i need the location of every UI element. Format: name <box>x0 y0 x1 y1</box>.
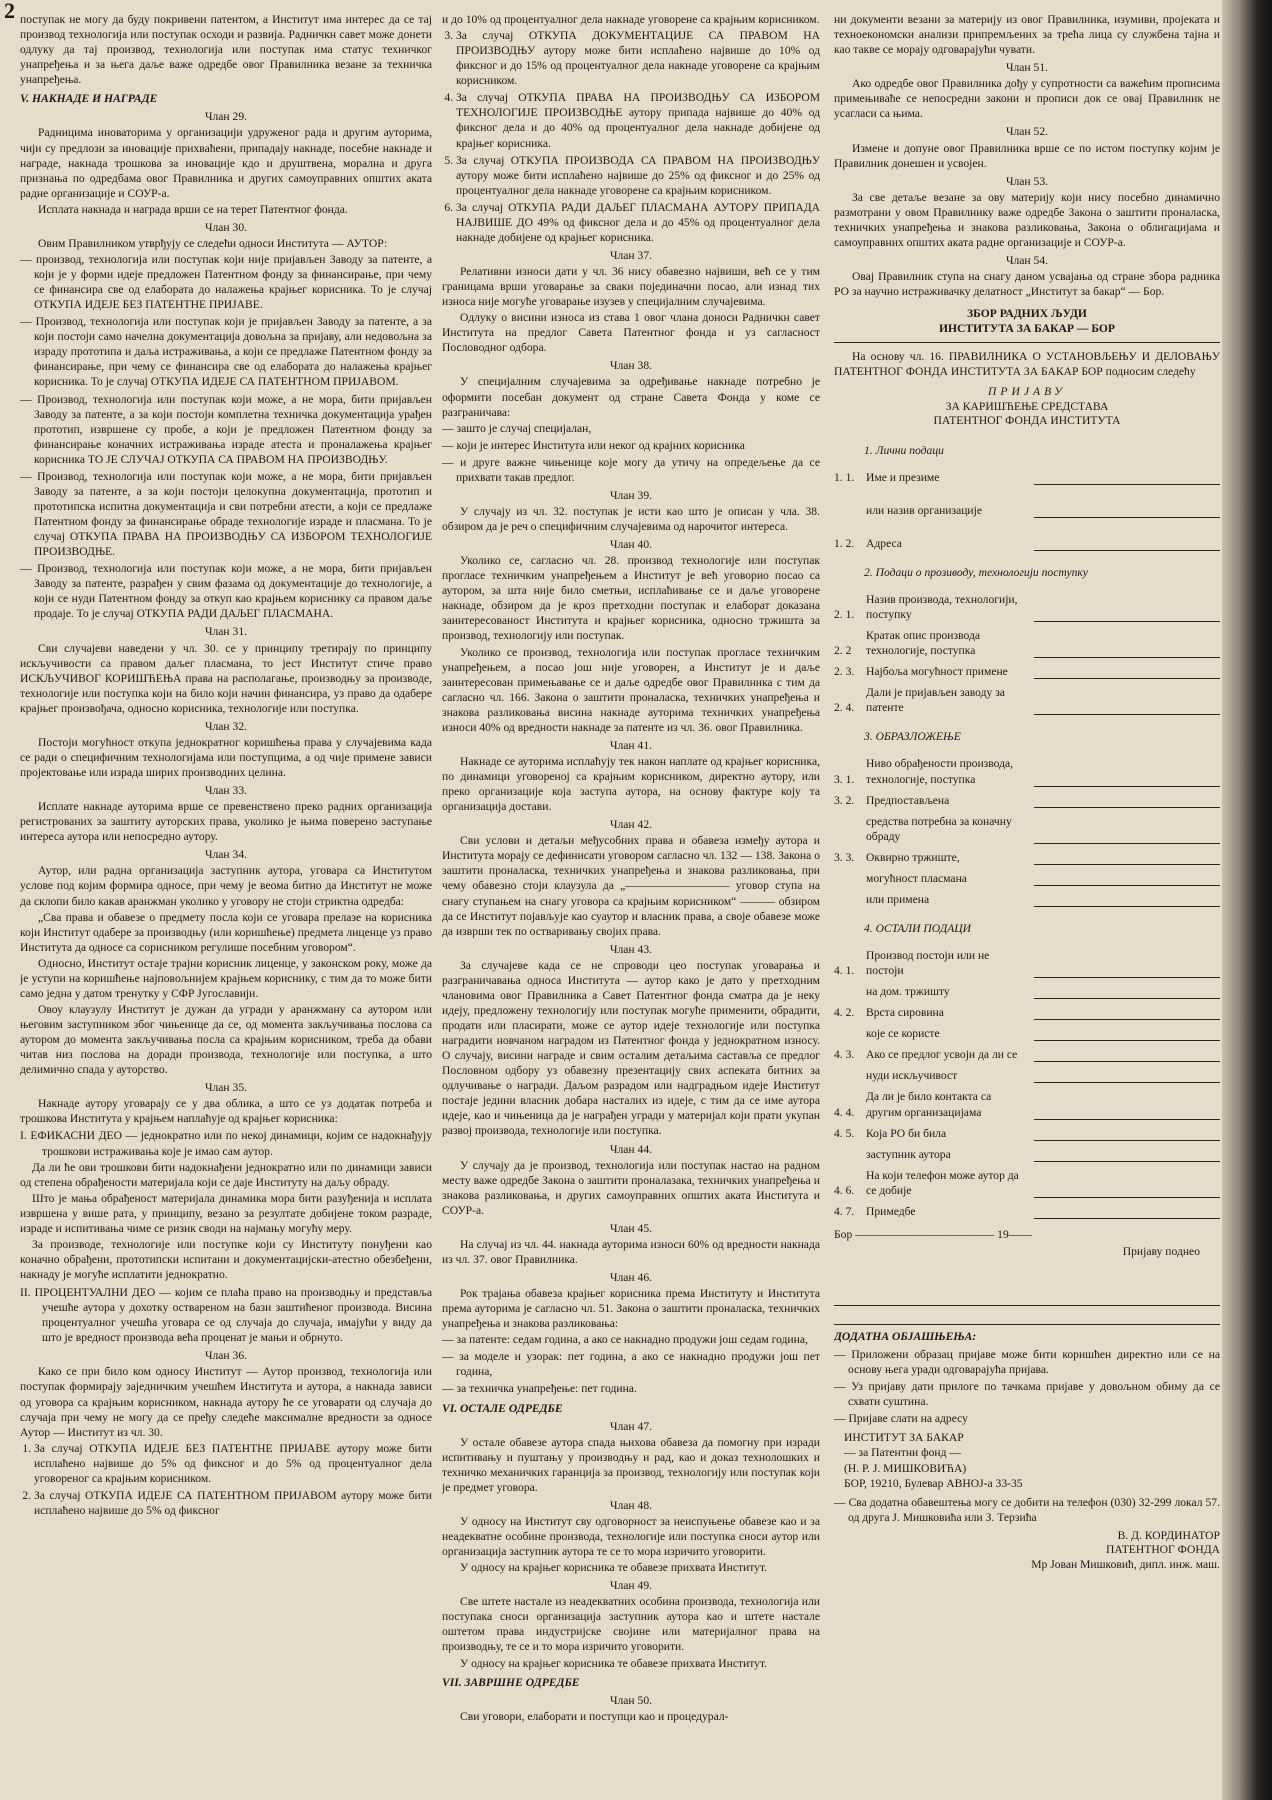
field-label: које се користе <box>866 1027 940 1041</box>
paragraph: Све штете настале из неадекватних особина производа, технологија или поступака сноси организација заступник аутора као и штете настале оштетом права индустријске својине или материјалног права на производњу, те се и то мора изричито уговорити. <box>442 1595 820 1654</box>
paragraph: Сви уговори, елаборати и поступци као и процедурал- <box>460 1709 729 1723</box>
paragraph: Да ли ће ови трошкови бити надокнађени једнократно или по динамици зависи од степена обрађености материјала који се даје Институту на даљу обраду. <box>20 1160 432 1189</box>
list-item: 1. За случај ОТКУПА ИДЕЈЕ БЕЗ ПАТЕНТНЕ ПРИЈАВЕ аутору може бити исплаћено највише до 5% од фиксног и до 5% од процентуалног дела уговореног са крајњим корисником. <box>34 1441 432 1486</box>
application-form <box>834 443 1220 1219</box>
paragraph: Овај Правилник ступа на снагу даном усвајања од стране збора радника РО за научно истраживачку делатност „Институт за бакар“ — Бор. <box>834 270 1220 299</box>
article-heading: Члан 54. <box>1005 253 1049 267</box>
field-label: Име и презиме <box>866 470 940 484</box>
field-number: 4. 4. <box>834 1105 855 1119</box>
article-heading: Члан 40. <box>609 538 653 552</box>
article-heading: Члан 42. <box>609 818 653 832</box>
dash-list <box>442 421 820 485</box>
paragraph: Уколико се, сагласно чл. 28. производ технологије или поступак прогласе техничким унапређењем а Институт је већ уговорио посао са аутором, за шта није било сметњи, исплаћивање се и даље уговорене накнаде, обзиром да је кроз претходни поступак и елаборат доказана заинтересованост Института и крајњег корисника, односно тржишта за производ, технологију или поступак. <box>442 554 820 643</box>
article-heading: Члан 34. <box>204 848 248 862</box>
field-input-line[interactable] <box>1034 1107 1220 1120</box>
field-label: Најбоља могућност примене <box>866 665 1008 679</box>
field-number: 2. 3. <box>834 665 855 679</box>
form-field <box>834 685 1220 715</box>
list-item: — Производ, технологија или поступак који је пријављен Заводу за патенте, а за који постоји само начелна документација довољна за пријаву, али недовољна за израду прототипа и даља истраживања, а који се предлаже Патентном фонду за финансирање, при чему се финансира све од елабората до налажења крајњег корисника. То је случај ОТКУПА ИДЕЈЕ СА ПАТЕНТНОМ ПРИЈАВОМ. <box>20 314 432 389</box>
dash-list <box>442 1332 820 1396</box>
payment-part <box>20 1285 432 1345</box>
field-label: Производ постоји или не постоји <box>866 949 990 978</box>
note-item: — Пријаве слати на адресу <box>834 1411 1220 1426</box>
form-title <box>834 385 1220 428</box>
form-group-heading: 2. Подаци о прозиводу, технологији поступку <box>864 565 1088 579</box>
numbered-list <box>20 1441 432 1518</box>
paragraph: За производе, технологије или поступке који су Институту понуђени као коначно обрађени, прототипски испитани и документацијски-атестно обезбеђени, накнаду је могуће исплатити једнократно. <box>20 1237 432 1281</box>
form-field <box>834 1005 1220 1020</box>
article-heading: Члан 35. <box>204 1081 248 1095</box>
article-heading: Члан 49. <box>609 1579 653 1593</box>
section-heading: VII. ЗАВРШНЕ ОДРЕДБЕ <box>442 1675 580 1689</box>
field-input-line[interactable] <box>1034 852 1220 865</box>
paragraph: На случај из чл. 44. накнада ауторима износи 60% од вредности накнада из чл. 37. овог Правилника. <box>442 1237 820 1266</box>
address-line: (Н. Р. Ј. МИШКОВИЋА) <box>844 1461 967 1475</box>
list-item: — и друге важне чињенице које могу да утичу на опредељење да се прихвати такав предлог. <box>442 455 820 485</box>
form-field <box>834 1168 1220 1198</box>
field-label: Врста сировина <box>866 1006 944 1020</box>
paragraph: Постоји могућност откупа једнократног коришћења права у случајевима када се ради о специфичним технологијама или поступцима, а од чије примене зависи пројектовање или израда ширих производних целина. <box>20 735 432 779</box>
field-input-line[interactable] <box>1034 1149 1220 1162</box>
list-item: — производ, технологија или поступак који није пријављен Заводу за патенте, а који је у форми идеје предложен Патентном фонду за финансирање, при чему се финансира све од елабората до налажења крајњег корисника. То је случај ОТКУПА ИДЕЈЕ БЕЗ ПАТЕНТНЕ ПРИЈАВЕ. <box>20 252 432 312</box>
form-field <box>834 984 1220 999</box>
note-item: — Сва додатна обавештења могу се добити на телефон (030) 32-299 локал 57. од друга Ј. Мишковића или З. Терзића <box>834 1495 1220 1525</box>
field-label: или назив организације <box>866 503 983 517</box>
address-line: БОР, 19210, Булевар АВНОЈ-а 33-35 <box>844 1476 1023 1490</box>
list-item: 2. За случај ОТКУПА ИДЕЈЕ СА ПАТЕНТНОМ ПРИЈАВОМ аутору може бити исплаћено највише до 5% од фиксног <box>34 1488 432 1518</box>
address-block <box>834 1430 1220 1490</box>
field-input-line[interactable] <box>1034 1070 1220 1083</box>
article-heading: Члан 31. <box>204 625 248 639</box>
coordinator-block <box>834 1529 1220 1572</box>
field-number: 4. 5. <box>834 1126 855 1140</box>
form-field <box>834 814 1220 844</box>
paragraph: „Сва права и обавезе о предмету посла који се уговара прелазе на корисника који Институт одабере за производњу (или коришћење) предмета лиценце уз право Института да односе са сорисником регулише посебним уговором“. <box>20 910 432 954</box>
paragraph: Што је мања обрађеност материјала динамика мора бити разуђенија и исплата извршена у више рата, у принципу, везано за резултате добијене током разраде, израде и испитивања чиме се ризик своди на најмању могућу меру. <box>20 1191 432 1235</box>
article-heading: Члан 50. <box>609 1693 653 1707</box>
signature-blank-line <box>834 1289 1220 1306</box>
paragraph: Овоу клаузулу Институт је дужан да угради у аранжману са аутором или његовим заступником због чињенице да се, од момента закључивања послова са аутором до момента закључивања посла са крајњим корисником, треба да обави читав низ послова на доради производа, технологије или поступка, а што делимично спада у ауторство. <box>20 1002 432 1077</box>
article-heading: Члан 39. <box>609 488 653 502</box>
article-heading: Члан 29. <box>204 110 248 124</box>
field-label: Дали је пријављен заводу за патенте <box>866 686 1005 715</box>
coordinator-line: В. Д. КОРДИНАТОР <box>1117 1528 1220 1542</box>
article-heading: Члан 52. <box>1005 125 1049 139</box>
coordinator-line: ПАТЕНТНОГ ФОНДА <box>1105 1543 1220 1557</box>
form-title-line: ПАТЕНТНОГ ФОНДА ИНСТИТУТА <box>933 414 1121 428</box>
address-line: — за Патентни фонд — <box>844 1446 962 1460</box>
field-number: 4. 3. <box>834 1048 855 1062</box>
column-middle <box>442 12 820 1796</box>
form-field <box>834 756 1220 786</box>
paragraph: Рок трајања обавеза крајњег корисника према Институту и Института према ауторима је сагласно чл. 51. Закона о заштити проналаска, техничких унапређења и знакова разликовања: <box>442 1287 820 1331</box>
article-heading: Члан 51. <box>1005 61 1049 75</box>
field-number: 4. 6. <box>834 1183 855 1197</box>
field-number: 1. 1. <box>834 470 855 484</box>
paragraph: Накнаде аутору уговараjу се у два облика, а што се уз додатак потреба и трошкова Института у крајњем наплаћује од крајњег корисника: <box>20 1097 432 1126</box>
article-heading: Члан 37. <box>609 248 653 262</box>
paragraph: Радницима иноваторима у организацији удруженог рада и другим ауторима, чији су предлози за иновације прихваћени, припадају накнаде, посебне накнаде и награде, накнада трошкова за иновације кдо и друштвена, морална и друга признања по одредбама овог Правилника и других самоуправних општих аката радне организације и СОУР-а. <box>20 126 432 200</box>
field-input-line[interactable] <box>1034 1206 1220 1219</box>
final-articles <box>834 12 1220 299</box>
article-heading: Члан 53. <box>1005 174 1049 188</box>
paragraph: У односу на Институт сву одговорност за неиспуњење обавезе као и за неадекватне особине производа, технологије или поступка сноси аутор или организација заступник аутора те се то мора изричито уговорити. <box>442 1514 820 1559</box>
article-heading: Члан 36. <box>204 1349 248 1363</box>
field-input-line[interactable] <box>1034 505 1220 518</box>
payment-part-label: II. ПРОЦЕНТУАЛНИ ДЕО — којим се плаћа право на производњу и представља учешће аутора у дохотку оствареном на бази заштићеног производа. Висина процентуалног учешћа уговара се од случаја до случаја, имајући у виду да што је вредност производа већа проценат је мањи и обрнуто. <box>20 1286 432 1345</box>
list-item: — Производ, технологија или поступак који може, а не мора, бити пријављен Заводу за патенте, а за који постоји комплетна техничка документација урађен прототип, извршене су пробе, а који је предложен Патентном фонду за финансирање коначних истраживања израде атеста и проналажења крајњег корисника ТО ЈЕ СЛУЧАЈ ОТКУПА СА ПРАВОМ НА ПРОИЗВОДЊУ. <box>20 392 432 467</box>
field-input-line[interactable] <box>1034 1007 1220 1020</box>
paragraph: Сви услови и детаљи међусобних права и обавеза између аутора и Института морају се дефинисати уговором сагласно чл. 132 — 138. Закона о заштити проналаска, техничких унапређења и знакова разликовања, при чему обавезно стоји клаузула да „————————— уговор ступа на снагу ступањем на снагу уговора са крајњим корисником“ ——— обзиром да се Институт појављује као суаутор и власник права, а своје обавезе може да изврши тек по остваривању својих права. <box>442 834 820 938</box>
field-label: на дом. тржишту <box>866 985 950 999</box>
paragraph: Сви случајеви наведени у чл. 30. се у принципу третирају по принципу искључивости са правом даљег пласмана, то јест Институт стиче право ИСКЉУЧИВОГ КОРИШЋЕЊА права на располагање, производњу за производе, технологије или поступка који на било који начин финансира, уз право да одабере крајњег произвођача, односно корисника, технологије или поступка. <box>20 641 432 715</box>
field-label: средства потребна за коначну обраду <box>866 814 1012 843</box>
paragraph: У односу на крајњег корисника те обавезе прихвата Институт. <box>460 1561 768 1575</box>
paragraph: У случају из чл. 32. поступак је исти као што је описан у чла. 38. обзиром да је реч о специфичним случајевима од нарочитог интереса. <box>442 504 820 533</box>
payment-part-label: I. ЕФИКАСНИ ДЕО — једнократно или по некој динамици, којим се надокнађују трошкови истраживања које је имао сам аутор. <box>20 1129 432 1158</box>
paragraph: ни документи везани за материју из овог Правилника, изумиви, пројеката и техноекономски анализи припремљених за трећа лица су службена тајна и као такве се морају одговарајући чувати. <box>834 13 1220 57</box>
article-heading: Члан 33. <box>204 784 248 798</box>
form-intro: На основу чл. 16. ПРАВИЛНИКА О УСТАНОВЉЕЊУ И ДЕЛОВАЊУ ПАТЕНТНОГ ФОНДА ИНСТИТУТА ЗА БАКАР БОР подносим следећу <box>834 350 1220 379</box>
field-input-line[interactable] <box>1034 1028 1220 1041</box>
paragraph: Измене и допуне овог Правилника врше се по истом поступку којим је Правилник донешен и усвојен. <box>834 141 1220 170</box>
form-field <box>834 470 1220 485</box>
section-heading: V. НАКНАДЕ И НАГРАДЕ <box>20 92 158 106</box>
form-field <box>834 628 1220 658</box>
paragraph: За случајеве када се не спроводи цео поступак уговарања и разграничавања односа Института — аутор како је дато у претходним члановима овог Правилника а Савет Патентног фонда сматра да је неку идеју, предложену технологију или поступак могуће применити, обрадити, продати или пласирати, може се аутор идеје технологије или поступка наградити новчаном наградом из Патентног фонда у једнократном износу. О случају, висини награде и свим осталим детаљима саставља се предлог Пословном одбору уз обавезну презентацију свих аспеката битних за одлучивање о награди. Даљом разрадом или надградњом идеје Институт постаје једини власник добара насталих из идеје, с тим да се име аутора идеје, као и чињеница да је награђен угради у материјал који прати укупан развој производа, технологије или поступка. <box>442 958 820 1138</box>
field-label: Која РО би била <box>866 1126 947 1140</box>
form-field <box>834 1089 1220 1119</box>
article-heading: Члан 38. <box>609 359 653 373</box>
signature-blank-line <box>834 1308 1220 1325</box>
form-title-line: ЗА КАРИШЋЕЊЕ СРЕДСТАВА <box>945 399 1109 413</box>
list-item: — зашто је случај специјалан, <box>442 421 820 436</box>
list-item: — Производ, технологија или поступак који може, а не мора, бити пријављен Заводу за патенте, разрађен у свим фазама од документације до технологије, а који се нуди Патентном фонду за откуп као крајњем кориснику са правом даље продаје. То је случај ОТКУПА РАДИ ДАЉЕГ ПЛАСМАНА. <box>20 561 432 621</box>
field-number: 2. 4. <box>834 701 855 715</box>
paragraph: Релативни износи дати у чл. 36 нису обавезно највиши, већ се у тим границама врши уговарање за сваки појединачни посао, али изнад тих износа није могуће уговарање изузев у специјалним случајевима. <box>442 265 820 309</box>
field-input-line[interactable] <box>1034 472 1220 485</box>
list-item: — за техничка унапређење: пет година. <box>442 1381 820 1396</box>
field-input-line[interactable] <box>1034 774 1220 787</box>
field-number: 3. 1. <box>834 772 855 786</box>
form-field <box>834 1204 1220 1219</box>
coordinator-line: Мр Јован Мишковић, дипл. инж. маш. <box>1031 1557 1220 1571</box>
paragraph: Овим Правилником утврђују се следећи односи Института — АУТОР: <box>38 236 388 250</box>
form-field <box>834 1026 1220 1041</box>
article-heading: Члан 45. <box>609 1221 653 1235</box>
page-number: 2 <box>4 0 15 23</box>
form-field <box>834 592 1220 622</box>
notes-list <box>834 1347 1220 1426</box>
field-number: 3. 2. <box>834 793 855 807</box>
payment-part <box>20 1128 432 1282</box>
field-input-line[interactable] <box>1034 831 1220 844</box>
signature-line: ЗБОР РАДНИХ ЉУДИ <box>967 307 1087 321</box>
paragraph: поступак не могу да буду покривени патентом, а Институт има интерес да се тај производ технологија или поступак осходи и развија. Радничкн савет може донети одлуку да тај производ, технологија или поступак има статус техничког унапређења и за њега даље важе одредбе овог Правилника везане за техничка унапређења. <box>20 13 432 87</box>
field-label: нуди искључивост <box>866 1069 958 1083</box>
form-group-heading: 3. ОБРАЗЛОЖЕЊЕ <box>864 730 961 744</box>
field-number: 1. 2. <box>834 536 855 550</box>
article-heading: Члан 46. <box>609 1271 653 1284</box>
form-field <box>834 1047 1220 1062</box>
field-number: 4. 2. <box>834 1006 855 1020</box>
field-input-line[interactable] <box>1034 795 1220 808</box>
form-field <box>834 1068 1220 1083</box>
field-input-line[interactable] <box>1034 645 1220 658</box>
list-item: 4. За случај ОТКУПА ПРАВА НА ПРОИЗВОДЊУ СА ИЗБОРОМ ТЕХНОЛОГИЈЕ ПРОИЗВОДЊЕ аутору припада највише до 40% од фиксног дела и до 40% од процентуалног дела накнаде добијене од крајњег корисника. <box>456 90 820 150</box>
notes-list-extra <box>834 1495 1220 1525</box>
paragraph: Одлуку о висини износа из става 1 овог члана доноси Радничкн савет Института на предлог Савета Патентног фонда и уз сагласност Пословодног одбора. <box>442 311 820 355</box>
field-label: Примедбе <box>866 1204 916 1218</box>
field-input-line[interactable] <box>1034 965 1220 978</box>
column-right <box>834 12 1220 1796</box>
paragraph: У односу на крајњег корисника те обавезе прихвата Институт. <box>460 1656 768 1670</box>
paragraph: и до 10% од процентуалног дела накнаде уговорене са крајњим корисником. <box>442 13 820 26</box>
field-label: Назив производа, технологији, поступку <box>866 592 1018 622</box>
divider <box>834 342 1220 343</box>
article-heading: Члан 43. <box>609 942 653 956</box>
form-field <box>834 892 1220 907</box>
field-input-line[interactable] <box>1034 1185 1220 1198</box>
address-line: ИНСТИТУТ ЗА БАКАР <box>844 1431 964 1445</box>
form-title-main: ПРИЈАВУ <box>988 385 1066 399</box>
article-heading: Члан 30. <box>204 220 248 234</box>
field-label: Да ли је било контакта са другим организацијама <box>866 1090 992 1119</box>
form-group-heading: 1. Лични подаци <box>864 443 944 457</box>
field-label: Кратак опис производа технологије, поступка <box>866 629 980 658</box>
field-number: 4. 1. <box>834 964 855 978</box>
field-label: Ниво обрађености производа, технологије, поступка <box>866 757 1014 786</box>
date-line: Бор ———————————— 19—— <box>834 1227 1032 1241</box>
field-label: Адреса <box>866 536 902 550</box>
article-heading: Члан 44. <box>609 1142 653 1156</box>
paragraph: Аутор, или радна организација заступник аутора, уговара са Институтом услове под којим формира односе, при чему је веома битно да Институт не може да склопи било какав аранжман уколико у уговору не стоји стриктна одредба: <box>20 864 432 908</box>
field-input-line[interactable] <box>1034 894 1220 907</box>
form-field <box>834 948 1220 978</box>
note-item: — Уз пријаву дати прилоге по тачкама пријаве у довољном обиму да се схвати суштина. <box>834 1379 1220 1409</box>
field-label: могућност пласмана <box>866 871 967 885</box>
field-input-line[interactable] <box>1034 873 1220 886</box>
form-field <box>834 850 1220 865</box>
form-field <box>834 1126 1220 1141</box>
field-input-line[interactable] <box>1034 1049 1220 1062</box>
signature-line: ИНСТИТУТА ЗА БАКАР — БОР <box>938 321 1116 335</box>
paragraph: Како се при било ком односу Институт — Аутор производ, технологија или поступак формирају заједничким учешћем Института и аутора, а накнада зависи од уговора са крајњим корисником, накнада аутору ће се уговарати од случаја до случаја при чему не могу да се пређу следеће максималне вредности за односе Аутор — Институт из чл. 30. <box>20 1365 432 1439</box>
field-label: Ако се предлог усвоји да ли се <box>866 1048 1018 1062</box>
form-field <box>834 1147 1220 1162</box>
paragraph: Односно, Институт остаје трајни корисник лиценце, у законском року, може да је уступи на коришћење најповољнијем крајњем кориснику, с тим да то може бити само једна у датом тренутку у СФР Југославији. <box>20 956 432 1000</box>
list-item: — Производ, технологија или поступак који може, а не мора, бити пријављен Заводу за патенте, а за који постоји целокупна документација, прототип и прототипска испитна документација и сви потребни атести, а који се предлаже Патентном фонду за финансирање обраде технологије израде и пласмана. То је случај ОТКУПА ПРАВА НА ПРОИЗВОДЊУ СА ИЗБОРОМ ТЕХНОЛОГИЈЕ ПРОИЗВОДЊЕ. <box>20 469 432 559</box>
list-item: 3. За случај ОТКУПА ДОКУМЕНТАЦИЈЕ СА ПРАВОМ НА ПРОИЗВОДЊУ аутору може бити исплаћено највише до 10% од фиксног и до 15% од процентуалног дела накнаде уговорене са крајњим корисником. <box>456 28 820 88</box>
field-number: 2. 2 <box>834 644 852 658</box>
field-label: или примена <box>866 892 930 906</box>
field-label: На који телефон може аутор да се добије <box>866 1168 1019 1197</box>
list-item: — за моделе и узорак: пет година, а ако се накнадно продужи још пет година, <box>442 1349 820 1379</box>
form-group-heading: 4. ОСТАЛИ ПОДАЦИ <box>864 921 972 935</box>
list-item: 6. За случај ОТКУПА РАДИ ДАЉЕГ ПЛАСМАНА АУТОРУ ПРИПАДА НАЈВИШЕ ДО 49% од фиксног дела и до 45% од процентуалног дела накнаде добијене од крајњег корисника. <box>456 200 820 245</box>
notes-title: ДОДАТНА ОБЈАШЊЕЊА: <box>834 1330 977 1344</box>
list-item: — за патенте: седам година, а ако се накнадно продужи још седам година, <box>442 1332 820 1347</box>
paragraph: Уколико се производ, технологија или поступак прогласе техничким унапређењем, а посао још није уговорен, а Институт је и даље заинтересован примењавање се и даље одредбе овог Правилника с тим да сагласно чл. 166. Закона о заштити проналаска, техничких унапређења и знакова разликовања висина накнаде ауторима техничких унапређења износи 40% од вредности накнаде за патенте из чл. 36. овог Правилника. <box>442 645 820 734</box>
paragraph: У специјалним случајевима за одређивање накнаде потребно је оформити посебан документ од стране Савета Фонда у коме се разграничава: <box>442 375 820 419</box>
section-heading: VI. ОСТАЛЕ ОДРЕДБЕ <box>442 1401 563 1415</box>
page-edge-shadow <box>1222 0 1272 1800</box>
field-label: Оквирно тржиште, <box>866 850 960 864</box>
field-input-line[interactable] <box>1034 986 1220 999</box>
paragraph: Исплата накнада и награда врши се на терет Патентног фонда. <box>38 202 348 216</box>
article-heading: Члан 47. <box>609 1419 653 1433</box>
list-item: 5. За случај ОТКУПА ПРОИЗВОДА СА ПРАВОМ НА ПРОИЗВОДЊУ аутору може бити исплаћено највише до 25% од фиксног и до 25% од процентуалног дела накнаде уговорене са крајњим корисником. <box>456 153 820 198</box>
field-label: Предпостављена <box>866 793 950 807</box>
form-field <box>834 536 1220 551</box>
form-field <box>834 503 1220 518</box>
paragraph: У случају да је производ, технологија или поступак настао на радном месту важе одредбе Закона о заштити проналазака, техничких унапређења и знакова разликовања, и других самоуправних општих аката Института и СОУР-а. <box>442 1158 820 1217</box>
paragraph: У остале обавезе аутора спада њихова обавеза да помогну при изради испитивању и пуштању у производњу и рад, као и доказ технолошких и техничко механичких гаранција за производ, технологију или поступак који је предмет уговора. <box>442 1435 820 1494</box>
form-field <box>834 664 1220 679</box>
field-input-line[interactable] <box>1034 702 1220 715</box>
paragraph: Ако одредбе овог Правилника дођу у супротности са важећим прописима примењиваће се непосредни закони и прописи док се овај Правилник не усагласи са њима. <box>834 77 1220 121</box>
field-label: заступник аутора <box>866 1147 951 1161</box>
signature-block <box>834 307 1220 336</box>
field-number: 3. 3. <box>834 850 855 864</box>
field-input-line[interactable] <box>1034 666 1220 679</box>
paragraph: Накнаде се ауторима исплаћују тек након наплате од крајњег корисника, по динамици уговореној са крајњим корисником, директно аутору, или преко организације која заступа аутора, на основу фактуре коју та организација достави. <box>442 754 820 814</box>
article-heading: Члан 32. <box>204 719 248 733</box>
list-item: — који је интерес Института или неког од крајних корисника <box>442 438 820 453</box>
column-left <box>20 12 432 1796</box>
applicant-label: Пријаву поднео <box>1122 1244 1200 1258</box>
paragraph: Исплате накнаде ауторима врше се превенствено преко радних организација регистрованих за заштиту ауторских права, уколико је њима поверено заступање интереса аутора или непосредно аутору. <box>20 800 432 844</box>
article-heading: Члан 41. <box>609 738 653 752</box>
paragraph: За све детаље везане за ову материју који нису посебно динамично размотрани у овом Правилнику важе одредбе Закона о заштити проналаска, техничких унапређења и знакова разликовања, Закона о облигацијама и самоуправних општих аката радне организације и СОУР-а. <box>834 190 1220 249</box>
form-field <box>834 871 1220 886</box>
article-heading: Члан 48. <box>609 1498 653 1512</box>
numbered-list <box>442 28 820 245</box>
form-field <box>834 793 1220 808</box>
field-input-line[interactable] <box>1034 609 1220 622</box>
field-number: 4. 7. <box>834 1204 855 1218</box>
dash-list <box>20 252 432 622</box>
field-number: 2. 1. <box>834 608 855 622</box>
note-item: — Приложени образац пријаве може бити коришћен директно или се на основу њега уради одговарајућа пријава. <box>834 1347 1220 1377</box>
field-input-line[interactable] <box>1034 1128 1220 1141</box>
field-input-line[interactable] <box>1034 538 1220 551</box>
